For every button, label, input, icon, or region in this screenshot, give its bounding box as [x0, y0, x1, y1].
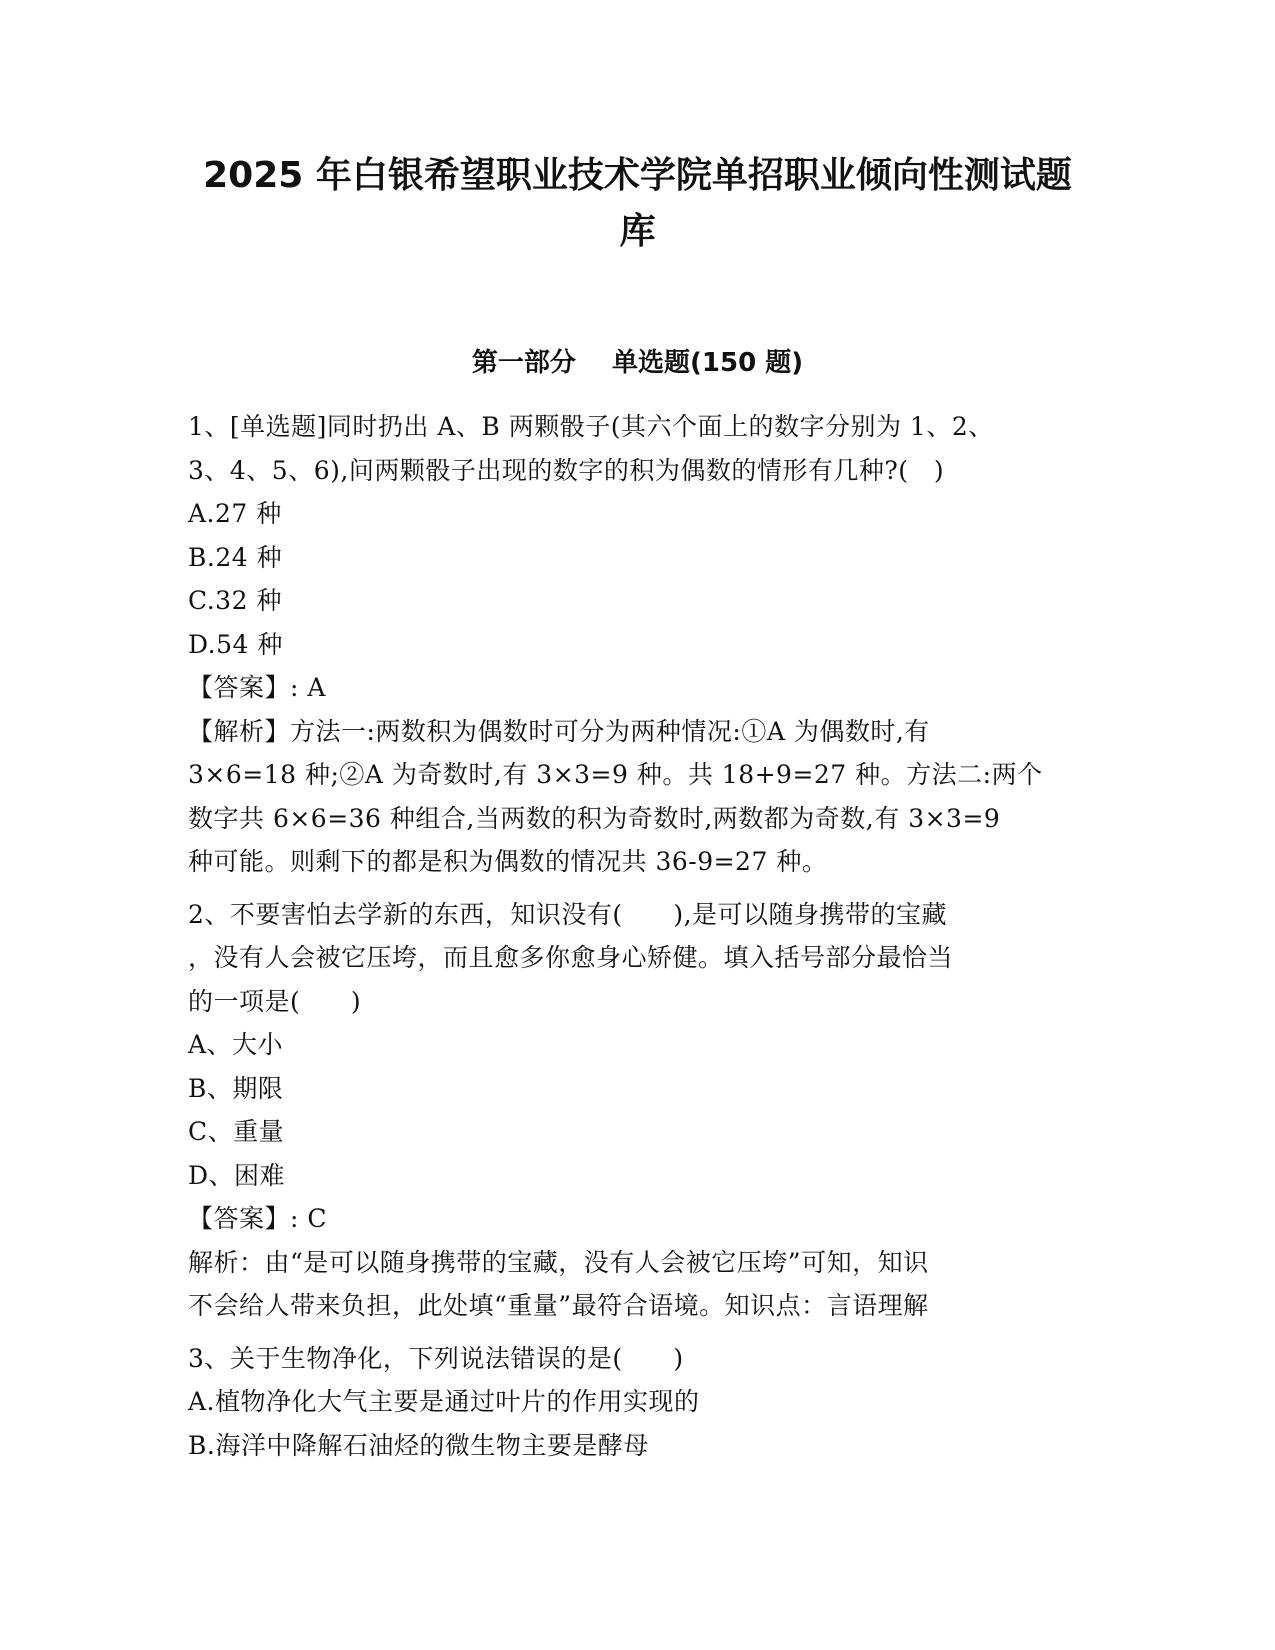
explanation-line: 3×6=18 种;②A 为奇数时,有 3×3=9 种。共 18+9=27 种。方法二:两个 [188, 760, 1043, 789]
question-stem-line: 3、4、5、6),问两颗骰子出现的数字的积为偶数的情形有几种?( ) [188, 455, 945, 485]
option-b: B.海洋中降解石油烃的微生物主要是酵母 [188, 1430, 649, 1460]
question-2 [188, 893, 1088, 1328]
option-a: A、大小 [188, 1030, 284, 1059]
option-c: C、重量 [188, 1117, 285, 1146]
title-line-2: 库 [619, 211, 656, 252]
explanation-line: 解析：由“是可以随身携带的宝藏，没有人会被它压垮”可知，知识 [188, 1247, 929, 1277]
answer-line: 【答案】: A [188, 673, 326, 702]
document-title [150, 148, 1125, 260]
question-stem-line: ，没有人会被它压垮，而且愈多你愈身心矫健。填入括号部分最恰当 [188, 943, 954, 972]
question-stem-line: 2、不要害怕去学新的东西，知识没有( ),是可以随身携带的宝藏 [188, 899, 948, 929]
explanation-line: 数字共 6×6=36 种组合,当两数的积为奇数时,两数都为奇数,有 3×3=9 [188, 803, 1001, 833]
question-stem-line: 1、[单选题]同时扔出 A、B 两颗骰子(其六个面上的数字分别为 1、2、 [188, 412, 994, 441]
explanation-line: 不会给人带来负担，此处填“重量”最符合语境。知识点：言语理解 [188, 1291, 929, 1320]
question-spacer [188, 1328, 1088, 1337]
question-1 [188, 405, 1088, 884]
option-a: A.植物净化大气主要是通过叶片的作用实现的 [188, 1387, 700, 1416]
explanation-line: 【解析】方法一:两数积为偶数时可分为两种情况:①A 为偶数时,有 [188, 716, 930, 746]
title-line-1: 2025 年白银希望职业技术学院单招职业倾向性测试题 [203, 155, 1072, 196]
option-c: C.32 种 [188, 586, 282, 615]
option-d: D、困难 [188, 1160, 286, 1190]
option-d: D.54 种 [188, 629, 283, 659]
question-spacer [188, 884, 1088, 893]
question-stem-line: 3、关于生物净化，下列说法错误的是( ) [188, 1343, 684, 1373]
answer-line: 【答案】: C [188, 1204, 327, 1233]
option-b: B、期限 [188, 1073, 284, 1103]
section-heading: 第一部分 单选题(150 题) [471, 348, 804, 378]
option-a: A.27 种 [188, 499, 282, 528]
question-stem-line: 的一项是( ) [188, 986, 362, 1016]
option-b: B.24 种 [188, 542, 283, 572]
question-list [188, 405, 1088, 1467]
question-3 [188, 1337, 1088, 1468]
explanation-line: 种可能。则剩下的都是积为偶数的情况共 36-9=27 种。 [188, 847, 828, 876]
